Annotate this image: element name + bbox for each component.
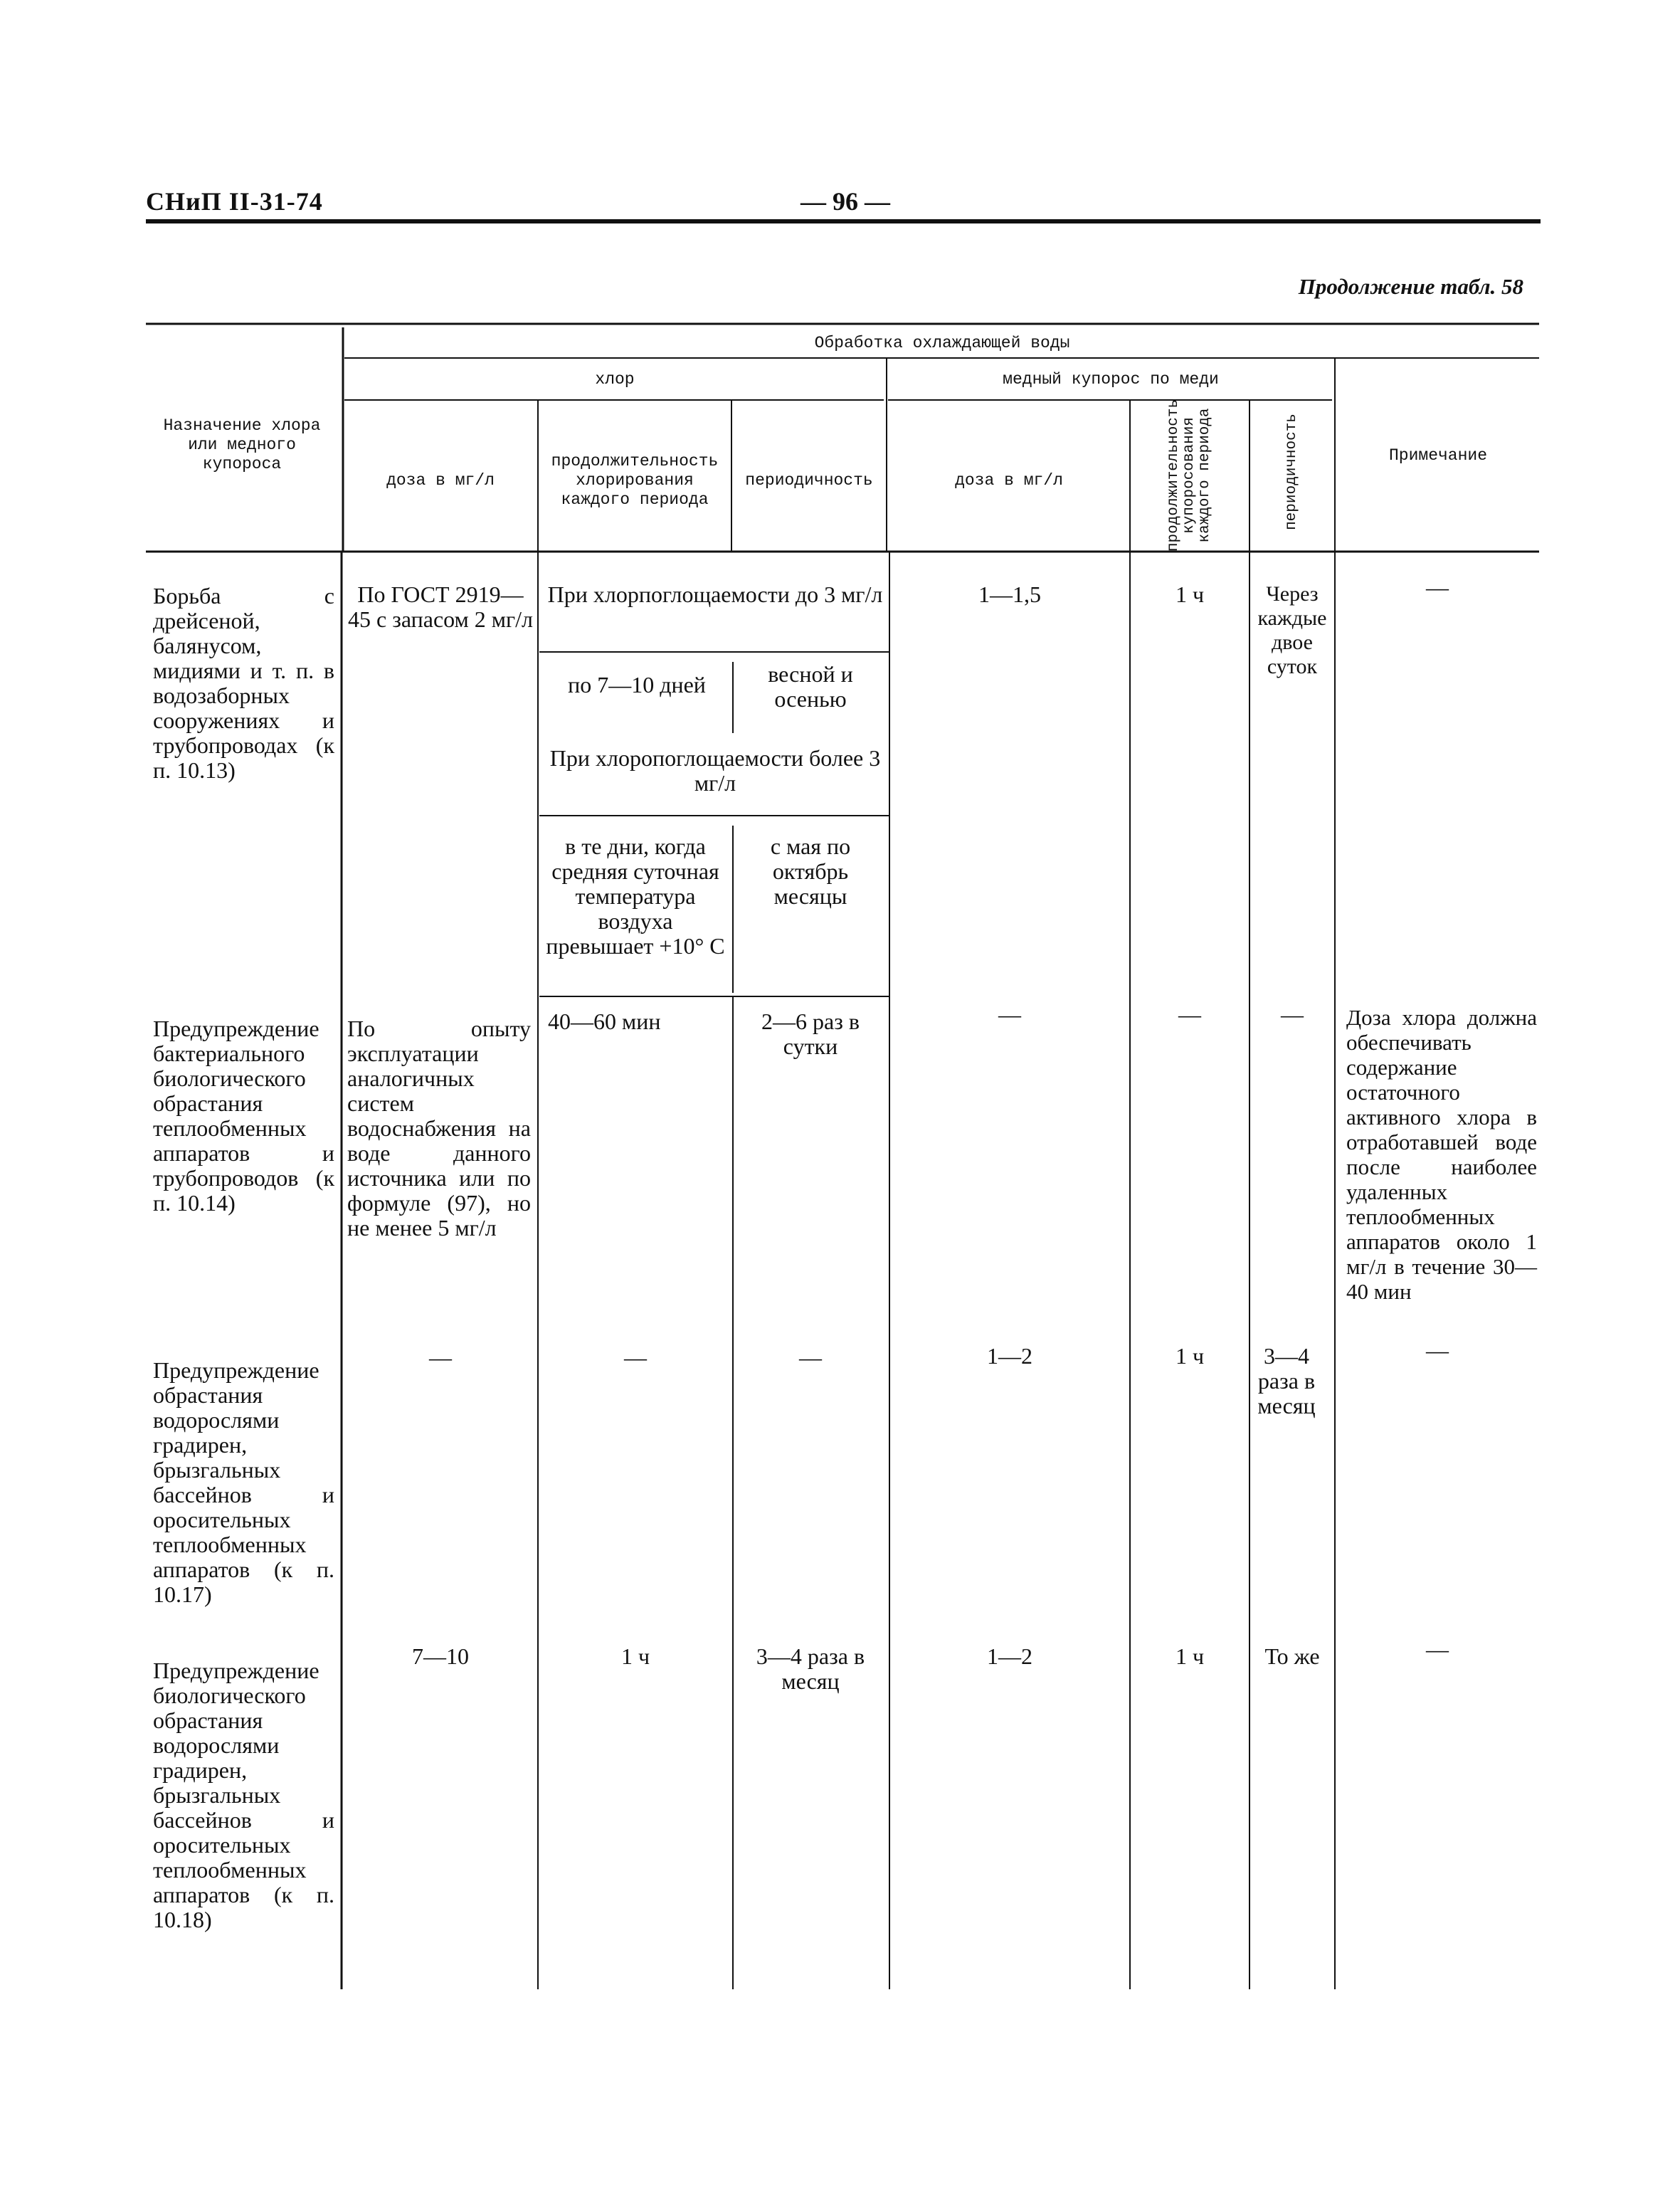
- chlorine-dose-cell: 7—10: [412, 1643, 469, 1669]
- chlorine-subheading: При хлоропоглощаемости более 3 мг/л: [549, 745, 881, 796]
- header-chlorine-duration: продолжительность хлорирования каждого периода: [551, 451, 719, 509]
- header-treatment: Обработка охлаждающей воды: [814, 333, 1070, 352]
- chlorine-dose-cell: По ГОСТ 2919—45 с запасом 2 мг/л: [347, 581, 534, 632]
- chlorine-periodicity-cell: 3—4 раза в месяц: [756, 1643, 865, 1694]
- chlorine-duration-cell: в те дни, когда средняя суточная температура воздуха превышает +10° С: [546, 833, 725, 959]
- purpose-cell: Предупреждение обрастания водорослями градирен, брызгальных бассейнов и оросительных теплообменных аппаратов (к п. 10.17): [153, 1357, 334, 1607]
- copper-duration-cell: 1 ч: [1175, 581, 1205, 607]
- copper-dose-cell: —: [998, 1001, 1021, 1027]
- copper-periodicity-cell: 3—4 раза в месяц: [1257, 1343, 1316, 1418]
- copper-duration-cell: 1 ч: [1175, 1343, 1205, 1369]
- header-copper-periodicity: периодичность: [1284, 414, 1300, 530]
- header-copper-duration: продолжительность купоросования каждого периода: [1166, 399, 1213, 552]
- chlorine-duration-cell: по 7—10 дней: [568, 672, 706, 697]
- table-continuation-caption: Продолжение табл. 58: [1298, 274, 1523, 299]
- chlorine-periodicity-cell: весной и осенью: [768, 661, 853, 712]
- header-purpose: Назначение хлора или медного купороса: [163, 416, 321, 473]
- copper-dose-cell: 1—2: [987, 1343, 1032, 1369]
- note-cell: Доза хлора должна обеспечивать содержание остаточного активного хлора в отработавшей воде после наиболее удаленных теплообменных аппаратов около 1 мг/л в течение 30—40 мин: [1346, 1005, 1537, 1304]
- chlorine-duration-cell: 1 ч: [620, 1643, 650, 1669]
- chlorine-dose-cell: —: [429, 1344, 452, 1370]
- note-cell: —: [1426, 574, 1449, 600]
- chlorine-periodicity-cell: с мая по октябрь месяцы: [770, 833, 851, 909]
- copper-duration-cell: 1 ч: [1175, 1643, 1205, 1669]
- copper-periodicity-cell: Через каждые двое суток: [1257, 582, 1327, 678]
- header-chlorine-dose: доза в мг/л: [386, 470, 495, 490]
- chlorine-periodicity-cell: 2—6 раз в сутки: [761, 1009, 860, 1059]
- chlorine-periodicity-cell: —: [799, 1344, 822, 1370]
- header-rule: [146, 219, 1541, 223]
- header-copper: медный купорос по меди: [1003, 369, 1219, 389]
- chlorine-duration-cell: —: [624, 1344, 647, 1370]
- document-code: СНиП II-31-74: [146, 187, 323, 216]
- header-chlorine-periodicity: периодичность: [745, 470, 873, 490]
- header-note: Примечание: [1388, 446, 1488, 465]
- note-cell: —: [1426, 1636, 1449, 1662]
- copper-periodicity-cell: —: [1281, 1001, 1304, 1027]
- header-copper-dose: доза в мг/л: [955, 470, 1063, 490]
- purpose-cell: Предупреждение биологического обрастания водорослями градирен, брызгальных бассейнов и оросительных теплообменных аппаратов (к п. 10.18): [153, 1658, 334, 1932]
- copper-duration-cell: —: [1178, 1001, 1201, 1027]
- page-number: — 96 —: [801, 187, 890, 216]
- copper-dose-cell: 1—1,5: [978, 581, 1041, 607]
- note-cell: —: [1426, 1337, 1449, 1363]
- running-head: [146, 186, 1541, 222]
- copper-periodicity-cell: То же: [1264, 1643, 1320, 1669]
- chlorine-subheading: При хлорпоглощаемости до 3 мг/л: [547, 581, 883, 607]
- purpose-cell: Борьба с дрейсеной, балянусом, мидиями и т. п. в водозаборных сооружениях и трубопроводах (к п. 10.13): [153, 583, 334, 783]
- chlorine-dose-cell: По опыту эксплуатации аналогичных систем водоснабжения на воде данного источника или по формуле (97), но не менее 5 мг/л: [347, 1016, 531, 1241]
- header-chlorine: хлор: [595, 369, 635, 389]
- purpose-cell: Предупреждение бактериального биологического обрастания теплообменных аппаратов и трубопроводов (к п. 10.14): [153, 1016, 334, 1216]
- chlorine-duration-cell: 40—60 мин: [548, 1009, 661, 1034]
- copper-dose-cell: 1—2: [987, 1643, 1032, 1669]
